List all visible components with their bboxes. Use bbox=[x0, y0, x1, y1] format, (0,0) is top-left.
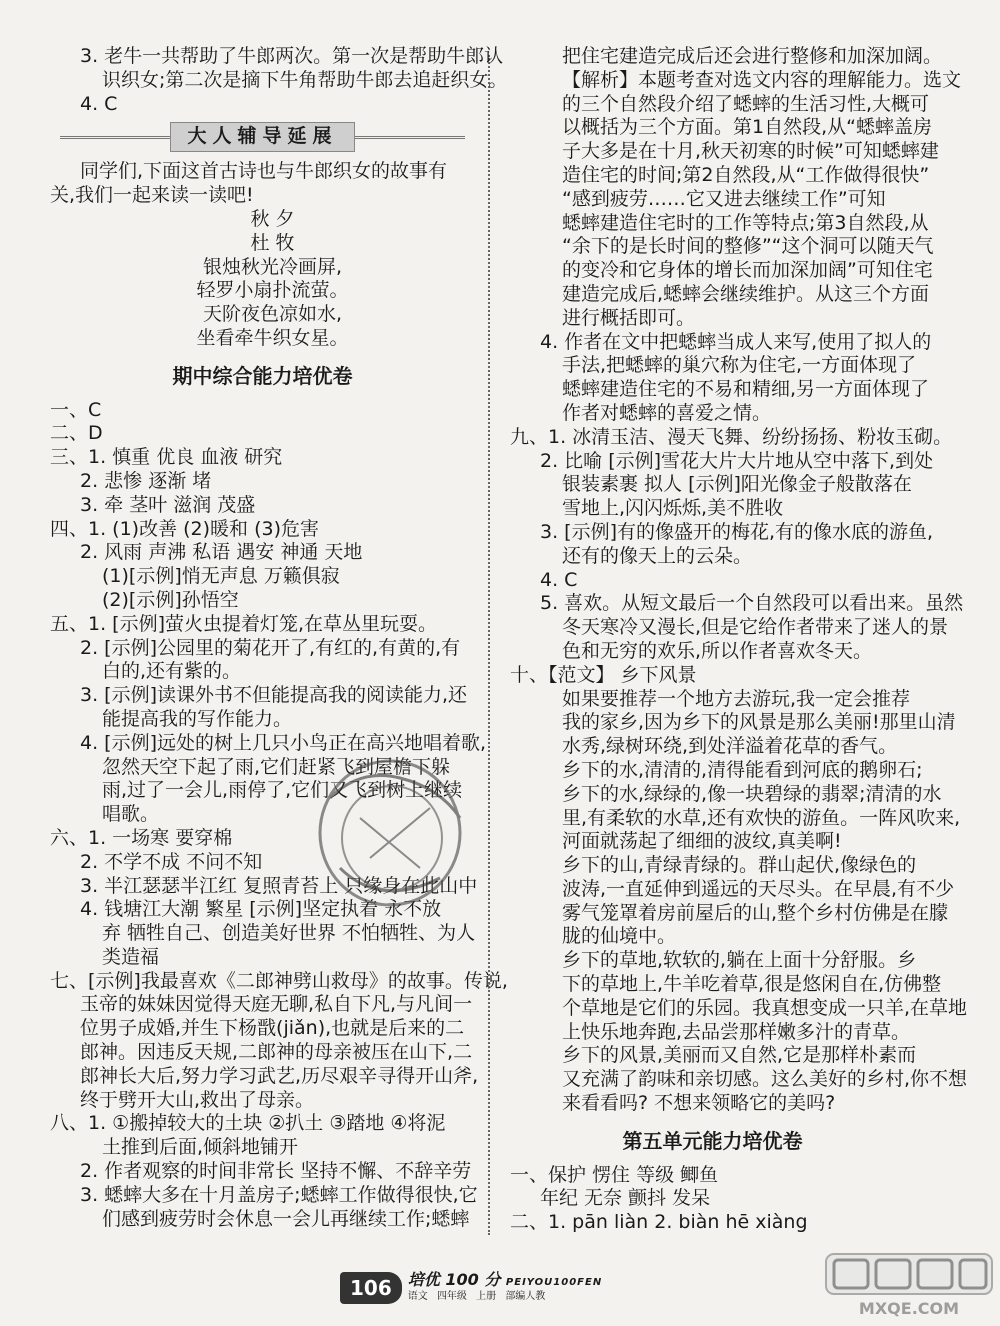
subject-label: 语文 bbox=[407, 1290, 428, 1302]
answer-line: 郎神长大后,努力学习武艺,历尽艰辛寻得开山斧, bbox=[80, 1064, 479, 1087]
answer-line: 识织女;第二次是摘下牛角帮助牛郎去追赶织女。 bbox=[102, 68, 508, 91]
answer-line: 里,有柔软的水草,还有欢快的游鱼。一阵风吹来, bbox=[562, 806, 961, 829]
answer-line: 弃 牺牲自己、创造美好世界 不怕牺牲、为人 bbox=[102, 922, 476, 945]
answer-line: 3. [示例]有的像盛开的梅花,有的像水底的游鱼, bbox=[540, 520, 934, 543]
answer-line: 进行概括即可。 bbox=[562, 306, 696, 329]
answer-line: 的变冷和它身体的增长而加深加阔”可知住宅 bbox=[562, 259, 933, 282]
answer-line: 八、1. ①搬掉较大的土块 ②扒土 ③踏地 ④将泥 bbox=[50, 1112, 446, 1135]
answer-line: 土推到后面,倾斜地铺开 bbox=[102, 1136, 299, 1159]
brand-block bbox=[407, 1269, 603, 1304]
poem-line: 轻罗小扇扑流萤。 bbox=[196, 279, 349, 302]
poem-line: 天阶夜色凉如水, bbox=[202, 303, 343, 326]
answer-line: 三、1. 慎重 优良 血液 研究 bbox=[50, 446, 283, 469]
answer-line: 乡下的风景,美丽而又自然,它是那样朴素而 bbox=[562, 1044, 917, 1067]
answer-line: 【解析】本题考查对选文内容的理解能力。选文 bbox=[562, 68, 962, 91]
answer-line: 能提高我的写作能力。 bbox=[102, 707, 293, 730]
answer-line: 作者对蟋蟀的喜爱之情。 bbox=[562, 401, 772, 424]
svg-text:MXQE.COM: MXQE.COM bbox=[858, 1299, 960, 1318]
answer-line: 下的草地上,牛羊吃着草,很是悠闲自在,仿佛整 bbox=[562, 973, 942, 996]
answer-line: 乡下的水,绿绿的,像一块碧绿的翡翠;清清的水 bbox=[562, 782, 942, 805]
answer-line: 终于劈开大山,救出了母亲。 bbox=[80, 1088, 315, 1111]
answer-line: 手法,把蟋蟀的巢穴称为住宅,一方面体现了 bbox=[562, 354, 917, 377]
right-column bbox=[510, 45, 968, 1235]
poem-qiuxi bbox=[50, 208, 475, 351]
answer-line: 个草地是它们的乐园。我真想变成一只羊,在草地 bbox=[562, 996, 968, 1019]
brand-subtitle bbox=[408, 1290, 602, 1304]
brand-latin: PEIYOU100FEN bbox=[505, 1276, 603, 1288]
brand-number: 100 分 bbox=[445, 1269, 501, 1289]
intro-line: 同学们,下面这首古诗也与牛郎织女的故事有 bbox=[80, 160, 448, 183]
right-answers bbox=[510, 45, 968, 1116]
answer-line: 2. [示例]公园里的菊花开了,有红的,有黄的,有 bbox=[80, 636, 461, 659]
answer-line: 七、[示例]我最喜欢《二郎神劈山救母》的故事。传说, bbox=[50, 969, 508, 992]
answer-line: 波涛,一直延伸到遥远的天尽头。在早晨,有不少 bbox=[562, 877, 955, 900]
answer-line: 2. 悲惨 逐渐 堵 bbox=[80, 469, 212, 492]
answer-line: 子大多是在十月,秋天初寒的时候”可知蟋蟀建 bbox=[562, 140, 939, 163]
answer-line: 3. [示例]读课外书不但能提高我的阅读能力,还 bbox=[80, 684, 468, 707]
answer-line: 白的,还有紫的。 bbox=[102, 660, 242, 683]
poem-line: 坐看牵牛织女星。 bbox=[196, 326, 349, 349]
answer-line: 2. 作者观察的时间非常长 坚持不懈、不辞辛劳 bbox=[80, 1160, 472, 1183]
answer-line: 位男子成婚,并生下杨戬(jiǎn),也就是后来的二 bbox=[80, 1017, 465, 1040]
answer-line: 水秀,绿树环绕,到处洋溢着花草的香气。 bbox=[562, 735, 898, 758]
poem-line: 银烛秋光冷画屏, bbox=[202, 255, 343, 278]
answer-line: 郎神。因违反天规,二郎神的母亲被压在山下,二 bbox=[80, 1041, 473, 1064]
grade-label: 四年级 bbox=[436, 1290, 467, 1302]
answer-line: 二、D bbox=[50, 422, 103, 445]
answer-line: “余下的是长时间的整修”“这个洞可以随天气 bbox=[562, 235, 934, 258]
answer-line: 的三个自然段介绍了蟋蟀的生活习性,大概可 bbox=[562, 92, 930, 115]
answer-line: 五、1. [示例]萤火虫提着灯笼,在草丛里玩耍。 bbox=[50, 612, 438, 635]
poem-heading: 杜 牧 bbox=[250, 231, 295, 254]
midterm-section-title: 期中综合能力培优卷 bbox=[172, 363, 353, 388]
answer-line: 3. 老牛一共帮助了牛郎两次。第一次是帮助牛郎认 bbox=[80, 45, 504, 67]
answer-line: 2. 风雨 声沸 私语 遇安 神通 天地 bbox=[80, 541, 363, 564]
answer-line: (1)[示例]悄无声息 万籁俱寂 bbox=[102, 565, 340, 588]
handwritten-stamp bbox=[300, 738, 480, 938]
answer-line: 4. 钱塘江大潮 繁星 [示例]坚定执着 永不放 bbox=[80, 898, 442, 921]
answer-line: 3. 蟋蟀大多在十月盖房子;蟋蟀工作做得很快,它 bbox=[80, 1183, 478, 1206]
answer-line: 来看看吗? 不想来领略它的美吗? bbox=[562, 1092, 836, 1115]
page-footer bbox=[340, 1268, 602, 1308]
answer-line: 4. C bbox=[80, 92, 118, 115]
poem-heading: 秋 夕 bbox=[250, 207, 295, 230]
page-number: 106 bbox=[340, 1272, 402, 1304]
answer-line: 上快乐地奔跑,去品尝那样嫩多汁的青草。 bbox=[562, 1020, 911, 1043]
answer-line: 一、保护 愣住 等级 鲫鱼 bbox=[510, 1163, 719, 1186]
answer-line: (2)[示例]孙悟空 bbox=[102, 588, 239, 611]
answer-line: 乡下的水,清清的,清得能看到河底的鹅卵石; bbox=[562, 758, 923, 781]
unit5-answers bbox=[510, 1164, 915, 1235]
answer-line: 乡下的草地,软软的,躺在上面十分舒服。乡 bbox=[562, 949, 917, 972]
left-top-answers bbox=[50, 45, 508, 116]
site-watermark bbox=[824, 1250, 994, 1320]
answer-line: 我的家乡,因为乡下的风景是那么美丽!那里山清 bbox=[562, 711, 956, 734]
answer-line: 雪地上,闪闪烁烁,美不胜收 bbox=[562, 497, 784, 520]
volume-label: 上册 bbox=[476, 1290, 497, 1302]
answer-line: 九、1. 冰清玉洁、漫天飞舞、纷纷扬扬、粉妆玉砌。 bbox=[510, 425, 953, 448]
answer-line: 5. 喜欢。从短文最后一个自然段可以看出来。虽然 bbox=[540, 592, 964, 615]
brand-name: 培优 bbox=[407, 1269, 440, 1289]
answer-line: “感到疲劳……它又进去继续工作”可知 bbox=[562, 187, 886, 210]
answer-line: 冬天寒冷又漫长,但是它给作者带来了迷人的景 bbox=[562, 616, 949, 639]
answer-line: 类造福 bbox=[102, 945, 160, 968]
answer-line: 4. [示例]远处的树上几只小鸟正在高兴地唱着歌, bbox=[80, 731, 487, 754]
answer-line: 乡下的山,青绿青绿的。群山起伏,像绿色的 bbox=[562, 854, 917, 877]
answer-line: 雾气笼罩着房前屋后的山,整个乡村仿佛是在朦 bbox=[562, 901, 949, 924]
answer-line: 2. 比喻 [示例]雪花大片大片地从空中落下,到处 bbox=[540, 449, 934, 472]
brand-title bbox=[407, 1269, 603, 1290]
answer-line: 年纪 无奈 颤抖 发呆 bbox=[540, 1187, 711, 1210]
answer-line: 3. 半江瑟瑟半江红 复照青苔上 只缘身在此山中 bbox=[80, 874, 478, 897]
left-column bbox=[50, 45, 508, 1231]
answer-line: 2. 不学不成 不问不知 bbox=[80, 850, 263, 873]
answer-line: 十、【范文】 乡下风景 bbox=[510, 663, 697, 686]
answer-line: 蟋蟀建造住宅的不易和精细,另一方面体现了 bbox=[562, 378, 930, 401]
answer-line: 色和无穷的欢乐,所以作者喜欢冬天。 bbox=[562, 639, 873, 662]
answer-line: 蟋蟀建造住宅时的工作等特点;第3自然段,从 bbox=[562, 211, 929, 234]
column-divider bbox=[488, 55, 490, 1235]
answer-line: 还有的像天上的云朵。 bbox=[562, 544, 753, 567]
poem-intro bbox=[50, 160, 475, 208]
answer-line: 如果要推荐一个地方去游玩,我一定会推荐 bbox=[562, 687, 911, 710]
answer-line: 把住宅建造完成后还会进行整修和加深加阔。 bbox=[562, 45, 943, 67]
answer-line: 玉帝的妹妹因觉得天庭无聊,私自下凡,与凡间一 bbox=[80, 993, 473, 1016]
extension-banner bbox=[50, 122, 475, 152]
answer-line: 雨,过了一会儿,雨停了,它们又飞到树上继续 bbox=[102, 779, 463, 802]
answer-line: 造住宅的时间;第2自然段,从“工作做得很快” bbox=[562, 163, 930, 186]
answer-line: 二、1. pān liàn 2. biàn hē xiàng bbox=[510, 1211, 808, 1234]
edition-label: 部编人教 bbox=[505, 1290, 546, 1302]
answer-line: 一、C bbox=[50, 398, 102, 421]
answer-line: 以概括为三个方面。第1自然段,从“蟋蟀盖房 bbox=[562, 116, 932, 139]
answer-line: 建造完成后,蟋蟀会继续维护。从这三个方面 bbox=[562, 282, 930, 305]
answer-line: 3. 牵 茎叶 滋润 茂盛 bbox=[80, 493, 256, 516]
answer-line: 唱歌。 bbox=[102, 803, 160, 826]
unit5-section-title: 第五单元能力培优卷 bbox=[622, 1128, 803, 1153]
answer-line: 四、1. (1)改善 (2)暖和 (3)危害 bbox=[50, 517, 319, 540]
answer-line: 们感到疲劳时会休息一会儿再继续工作;蟋蟀 bbox=[102, 1207, 470, 1230]
answer-line: 河面就荡起了细细的波纹,真美啊! bbox=[562, 830, 842, 853]
answer-line: 银装素裹 拟人 [示例]阳光像金子般散落在 bbox=[562, 473, 912, 496]
extension-banner-label: 大人辅导延展 bbox=[170, 122, 354, 152]
answer-line: 又充满了韵味和亲切感。这么美好的乡村,你不想 bbox=[562, 1068, 968, 1091]
answer-line: 4. 作者在文中把蟋蟀当成人来写,使用了拟人的 bbox=[540, 330, 932, 353]
answer-line: 忽然天空下起了雨,它们赶紧飞到屋檐下躲 bbox=[102, 755, 451, 778]
answer-line: 六、1. 一场寒 要穿棉 bbox=[50, 826, 233, 849]
intro-line: 关,我们一起来读一读吧! bbox=[50, 184, 254, 207]
answer-line: 4. C bbox=[540, 568, 578, 591]
answer-line: 胧的仙境中。 bbox=[562, 925, 677, 948]
